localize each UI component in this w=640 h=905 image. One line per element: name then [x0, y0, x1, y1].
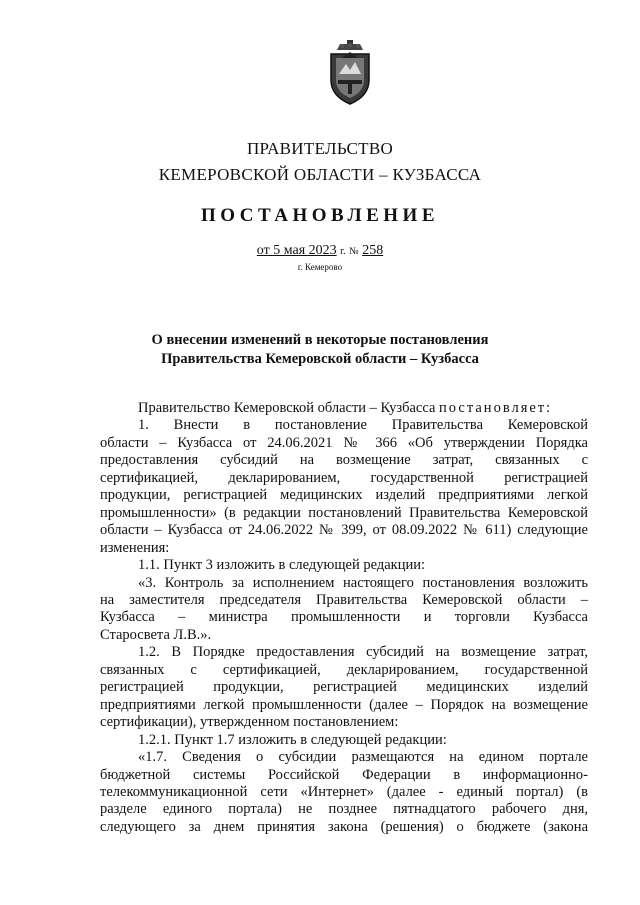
- body-line: 1.2.1. Пункт 1.7 изложить в следующей редакции:: [138, 731, 447, 748]
- body-line: промышленности» (в редакции постановлений Правительства Кемеровской: [100, 504, 588, 521]
- year-mark: г.: [340, 246, 346, 257]
- number-mark: №: [349, 246, 359, 257]
- body-line: связанных с сертификацией, декларированием, государственной: [100, 661, 588, 678]
- government-name-line2: КЕМЕРОВСКОЙ ОБЛАСТИ – КУЗБАССА: [158, 165, 482, 184]
- body-line: 1. Внести в постановление Правительства Кемеровской: [138, 417, 588, 434]
- document-subject: [100, 331, 540, 369]
- body-line: Кузбасса – министра промышленности и торговли Кузбасса: [100, 609, 588, 626]
- body-line: сертификации), утвержденном постановлением:: [100, 714, 399, 731]
- body-line: 1.1. Пункт 3 изложить в следующей редакции:: [138, 557, 426, 574]
- document-date-number: [0, 243, 640, 259]
- body-line: «1.7. Сведения о субсидии размещаются на едином портале: [138, 749, 588, 766]
- intro-lead: Правительство Кемеровской области – Кузбасса: [138, 400, 440, 416]
- intro-resolves: постановляет:: [439, 400, 553, 416]
- subject-line: О внесении изменений в некоторые постановления: [151, 332, 489, 348]
- body-line: следующего за днем принятия закона (решения) о бюджете (закона: [100, 818, 588, 835]
- body-line: бюджетной системы Российской Федерации в информационно-: [100, 766, 588, 783]
- body-line: разделе единого портала) не позднее пятнадцатого рабочего дня,: [100, 801, 588, 818]
- body-line: сертификацией, декларированием, государственной регистрацией: [100, 469, 588, 486]
- document-city: г. Кемерово: [297, 262, 343, 272]
- body-line: изменения:: [100, 539, 170, 556]
- coat-of-arms-emblem: [328, 40, 372, 106]
- body-line: Старосвета Л.В.».: [100, 626, 212, 643]
- document-date: от 5 мая 2023: [256, 243, 337, 258]
- document-number: 258: [362, 243, 384, 258]
- body-line: предоставления субсидий на возмещение затрат, связанных с: [100, 452, 588, 469]
- government-name-line1: ПРАВИТЕЛЬСТВО: [246, 139, 394, 158]
- body-line: на заместителя председателя Правительства Кемеровской области –: [100, 591, 588, 608]
- body-line: 1.2. В Порядке предоставления субсидий на возмещение затрат,: [138, 644, 588, 661]
- body-line: области – Кузбасса от 24.06.2022 № 399, от 08.09.2022 № 611) следующие: [100, 522, 588, 539]
- document-type-title: ПОСТАНОВЛЕНИЕ: [200, 205, 440, 226]
- body-line: «3. Контроль за исполнением настоящего постановления возложить: [138, 574, 588, 591]
- body-line: продукции, регистрацией медицинских изделий предприятиями легкой: [100, 487, 588, 504]
- subject-line: Правительства Кемеровской области – Кузбасса: [161, 351, 479, 367]
- intro-paragraph: [100, 400, 588, 417]
- body-line: регистрацией продукции, регистрацией медицинских изделий: [100, 679, 588, 696]
- body-line: предприятиями легкой промышленности (далее – Порядок на возмещение: [100, 696, 588, 713]
- body-line: телекоммуникационной сети «Интернет» (далее - единый портал) (в: [100, 783, 588, 800]
- document-body: [100, 400, 588, 836]
- body-line: области – Кузбасса от 24.06.2021 № 366 «Об утверждении Порядка: [100, 434, 588, 451]
